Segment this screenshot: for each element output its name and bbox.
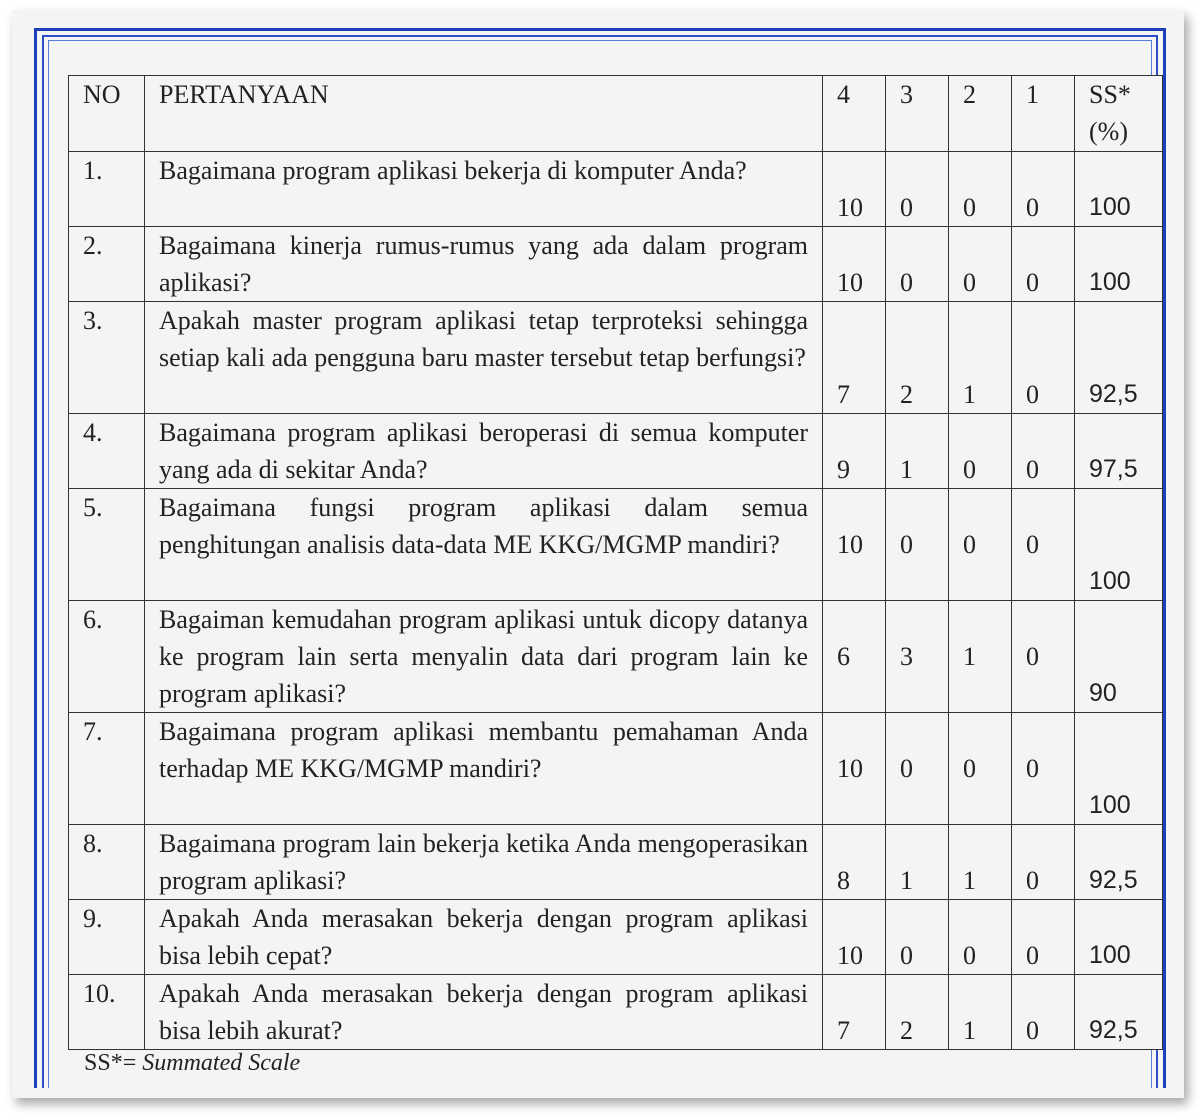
row-number: 8. bbox=[69, 825, 145, 900]
row-number: 1. bbox=[69, 152, 145, 227]
score-4-count: 10 bbox=[823, 900, 886, 975]
row-number: 7. bbox=[69, 713, 145, 825]
score-3-count: 3 bbox=[886, 601, 949, 713]
summated-scale-percent: 100 bbox=[1075, 227, 1163, 302]
question-text: Bagaimana program lain bekerja ketika Anda mengoperasikan program aplikasi? bbox=[145, 825, 823, 900]
score-2-count: 0 bbox=[949, 227, 1012, 302]
score-2-count: 0 bbox=[949, 900, 1012, 975]
table-row bbox=[69, 713, 1163, 825]
summated-scale-percent: 92,5 bbox=[1075, 975, 1163, 1050]
table-row bbox=[69, 975, 1163, 1050]
question-text: Bagaimana program aplikasi membantu pemahaman Anda terhadap ME KKG/MGMP mandiri? bbox=[145, 713, 823, 825]
row-number: 4. bbox=[69, 414, 145, 489]
summated-scale-percent: 100 bbox=[1075, 900, 1163, 975]
header-ss-label: SS* bbox=[1089, 80, 1131, 109]
summated-scale-percent: 100 bbox=[1075, 713, 1163, 825]
score-3-count: 0 bbox=[886, 713, 949, 825]
question-text: Apakah Anda merasakan bekerja dengan program aplikasi bisa lebih cepat? bbox=[145, 900, 823, 975]
score-2-count: 1 bbox=[949, 601, 1012, 713]
score-3-count: 0 bbox=[886, 152, 949, 227]
score-4-count: 10 bbox=[823, 152, 886, 227]
question-text: Apakah master program aplikasi tetap terproteksi sehingga setiap kali ada pengguna baru master tersebut tetap berfungsi? bbox=[145, 302, 823, 414]
summated-scale-percent: 100 bbox=[1075, 152, 1163, 227]
question-text: Bagaimana fungsi program aplikasi dalam semua penghitungan analisis data-data ME KKG/MGMP mandiri? bbox=[145, 489, 823, 601]
row-number: 3. bbox=[69, 302, 145, 414]
score-1-count: 0 bbox=[1012, 900, 1075, 975]
score-1-count: 0 bbox=[1012, 825, 1075, 900]
score-3-count: 1 bbox=[886, 414, 949, 489]
score-3-count: 2 bbox=[886, 975, 949, 1050]
summated-scale-percent: 92,5 bbox=[1075, 825, 1163, 900]
score-3-count: 2 bbox=[886, 302, 949, 414]
header-score-1: 1 bbox=[1012, 76, 1075, 152]
score-3-count: 1 bbox=[886, 825, 949, 900]
summated-scale-percent: 100 bbox=[1075, 489, 1163, 601]
summated-scale-percent: 92,5 bbox=[1075, 302, 1163, 414]
row-number: 9. bbox=[69, 900, 145, 975]
header-score-2: 2 bbox=[949, 76, 1012, 152]
footnote-prefix: SS*= bbox=[84, 1050, 143, 1076]
score-4-count: 8 bbox=[823, 825, 886, 900]
row-number: 2. bbox=[69, 227, 145, 302]
score-1-count: 0 bbox=[1012, 227, 1075, 302]
score-4-count: 10 bbox=[823, 713, 886, 825]
score-1-count: 0 bbox=[1012, 713, 1075, 825]
score-3-count: 0 bbox=[886, 227, 949, 302]
score-1-count: 0 bbox=[1012, 152, 1075, 227]
header-question: PERTANYAAN bbox=[145, 76, 823, 152]
question-text: Apakah Anda merasakan bekerja dengan program aplikasi bisa lebih akurat? bbox=[145, 975, 823, 1050]
score-1-count: 0 bbox=[1012, 302, 1075, 414]
score-1-count: 0 bbox=[1012, 601, 1075, 713]
header-score-3: 3 bbox=[886, 76, 949, 152]
header-ss bbox=[1075, 76, 1163, 152]
header-no: NO bbox=[69, 76, 145, 152]
table-row bbox=[69, 900, 1163, 975]
score-4-count: 7 bbox=[823, 302, 886, 414]
table-row bbox=[69, 414, 1163, 489]
score-4-count: 7 bbox=[823, 975, 886, 1050]
table-row bbox=[69, 601, 1163, 713]
table-row bbox=[69, 825, 1163, 900]
summated-scale-percent: 90 bbox=[1075, 601, 1163, 713]
question-text: Bagaimana kinerja rumus-rumus yang ada dalam program aplikasi? bbox=[145, 227, 823, 302]
score-4-count: 9 bbox=[823, 414, 886, 489]
row-number: 6. bbox=[69, 601, 145, 713]
score-2-count: 0 bbox=[949, 713, 1012, 825]
table-row bbox=[69, 227, 1163, 302]
table-row bbox=[69, 152, 1163, 227]
summated-scale-percent: 97,5 bbox=[1075, 414, 1163, 489]
table-header-row bbox=[69, 76, 1163, 152]
score-1-count: 0 bbox=[1012, 489, 1075, 601]
footnote bbox=[84, 1050, 300, 1077]
score-2-count: 0 bbox=[949, 152, 1012, 227]
score-2-count: 1 bbox=[949, 302, 1012, 414]
score-1-count: 0 bbox=[1012, 414, 1075, 489]
score-1-count: 0 bbox=[1012, 975, 1075, 1050]
footnote-term: Summated Scale bbox=[142, 1050, 301, 1076]
score-2-count: 1 bbox=[949, 975, 1012, 1050]
row-number: 5. bbox=[69, 489, 145, 601]
score-2-count: 0 bbox=[949, 414, 1012, 489]
question-text: Bagaimana program aplikasi beroperasi di semua komputer yang ada di sekitar Anda? bbox=[145, 414, 823, 489]
score-3-count: 0 bbox=[886, 900, 949, 975]
table-row bbox=[69, 489, 1163, 601]
score-2-count: 0 bbox=[949, 489, 1012, 601]
document-page bbox=[12, 10, 1184, 1098]
score-3-count: 0 bbox=[886, 489, 949, 601]
row-number: 10. bbox=[69, 975, 145, 1050]
score-4-count: 10 bbox=[823, 227, 886, 302]
score-4-count: 10 bbox=[823, 489, 886, 601]
score-2-count: 1 bbox=[949, 825, 1012, 900]
question-text: Bagaiman kemudahan program aplikasi untuk dicopy datanya ke program lain serta menyalin data dari program lain ke program aplikasi? bbox=[145, 601, 823, 713]
header-score-4: 4 bbox=[823, 76, 886, 152]
table-row bbox=[69, 302, 1163, 414]
question-text: Bagaimana program aplikasi bekerja di komputer Anda? bbox=[145, 152, 823, 227]
survey-table bbox=[68, 75, 1163, 1050]
score-4-count: 6 bbox=[823, 601, 886, 713]
header-ss-unit: (%) bbox=[1089, 117, 1128, 146]
